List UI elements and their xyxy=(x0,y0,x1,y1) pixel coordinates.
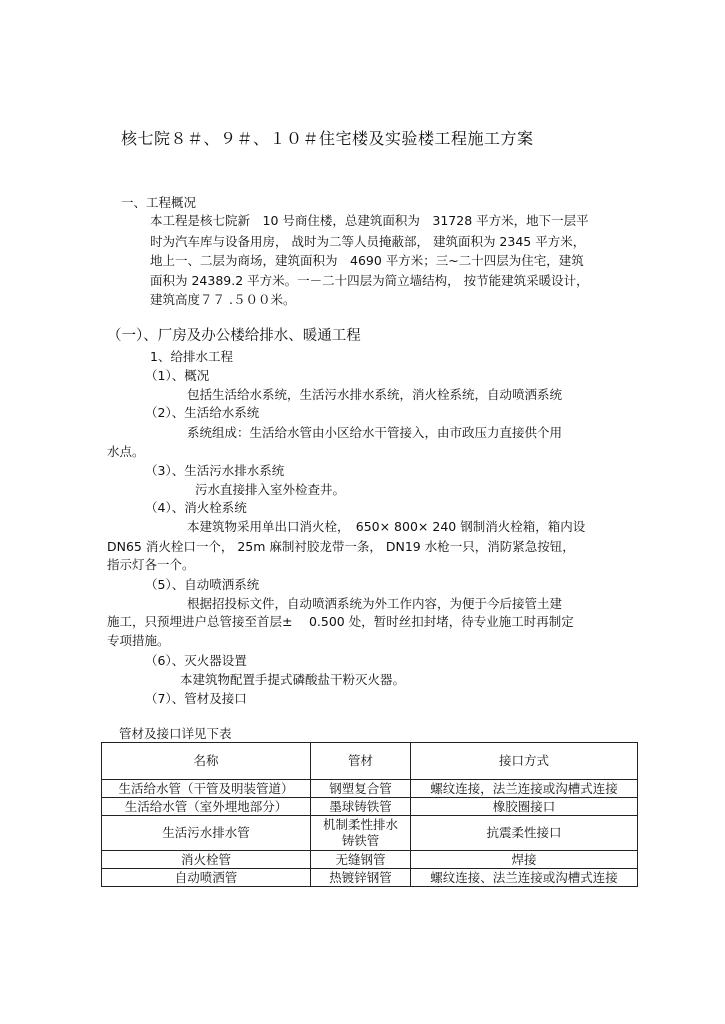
item-text: 污水直接排入室外检查井。 xyxy=(195,482,346,497)
table-header-row xyxy=(102,743,638,780)
section-heading: （一）、厂房及办公楼给排水、暖通工程 xyxy=(107,328,361,344)
table-cell: 无缝钢管 xyxy=(311,851,411,869)
table-header-cell: 接口方式 xyxy=(411,743,638,780)
item-label: （5）、自动喷洒系统 xyxy=(145,577,260,592)
item-label: （6）、灭火器设置 xyxy=(145,653,247,668)
overview-line: 建筑高度７７ .５００米。 xyxy=(150,292,296,307)
pipe-material-table xyxy=(101,742,638,887)
overview-line: 地上一、二层为商场，建筑面积为 4690 平方米；三~二十四层为住宅，建筑 xyxy=(150,253,584,268)
table-cell: 生活污水排水管 xyxy=(102,816,311,851)
table-row xyxy=(102,798,638,816)
table-row xyxy=(102,780,638,798)
item-text: 包括生活给水系统，生活污水排水系统，消火栓系统，自动喷洒系统 xyxy=(187,387,563,402)
table-cell: 钢塑复合管 xyxy=(311,780,411,798)
item-label: （7）、管材及接口 xyxy=(145,691,247,706)
item-label: （2）、生活给水系统 xyxy=(145,405,260,420)
table-cell: 焊接 xyxy=(411,851,638,869)
table-header-cell: 名称 xyxy=(102,743,311,780)
item-label: （3）、生活污水排水系统 xyxy=(145,463,285,478)
item-text: 水点。 xyxy=(107,444,145,459)
table-row xyxy=(102,816,638,851)
table-cell: 墨球铸铁管 xyxy=(311,798,411,816)
table-row xyxy=(102,869,638,887)
overview-heading: 一、工程概况 xyxy=(121,195,197,210)
table-cell: 消火栓管 xyxy=(102,851,311,869)
item-text: 指示灯各一个。 xyxy=(107,557,195,572)
subsection-heading: 1、给排水工程 xyxy=(150,349,233,364)
table-header-cell: 管材 xyxy=(311,743,411,780)
table-cell: 机制柔性排水铸铁管 xyxy=(311,816,411,851)
item-text: 根据招投标文件，自动喷洒系统为外工作内容，为便于今后接管土建 xyxy=(187,596,563,611)
overview-line: 本工程是核七院新 10 号商住楼，总建筑面积为 31728 平方米，地下一层平 xyxy=(150,213,589,228)
table-cell: 生活给水管（室外埋地部分） xyxy=(102,798,311,816)
item-label: （1）、概况 xyxy=(145,368,210,383)
table-cell: 自动喷洒管 xyxy=(102,869,311,887)
table-caption: 管材及接口详见下表 xyxy=(119,726,232,741)
overview-line: 时为汽车库与设备用房， 战时为二等人员掩蔽部， 建筑面积为 2345 平方米， xyxy=(150,234,586,249)
table-cell: 抗震柔性接口 xyxy=(411,816,638,851)
table-cell: 橡胶圈接口 xyxy=(411,798,638,816)
item-text: 施工，只预埋进户总管接至首层± 0.500 处，暂时丝扣封堵，待专业施工时再制定 xyxy=(107,614,574,629)
page-title: 核七院８＃、９＃、１０＃住宅楼及实验楼工程施工方案 xyxy=(121,129,534,148)
item-label: （4）、消火栓系统 xyxy=(145,500,247,515)
item-text: 专项措施。 xyxy=(107,633,170,648)
table-cell: 螺纹连接、法兰连接或沟槽式连接 xyxy=(411,869,638,887)
overview-line: 面积为 24389.2 平方米。一－二十四层为简立墙结构， 按节能建筑采暖设计， xyxy=(150,273,589,288)
item-text: 本建筑物配置手提式磷酸盐干粉灭火器。 xyxy=(180,672,406,687)
table-cell: 热镀锌钢管 xyxy=(311,869,411,887)
item-text: 系统组成：生活给水管由小区给水干管接入，由市政压力直接供个用 xyxy=(187,425,563,440)
table-row xyxy=(102,851,638,869)
item-text: 本建筑物采用单出口消火栓， 650× 800× 240 钢制消火栓箱，箱内设 xyxy=(187,519,586,534)
item-text: DN65 消火栓口一个， 25m 麻制衬胶龙带一条， DN19 水枪一只，消防紧急按钮， xyxy=(107,539,575,554)
table-cell: 螺纹连接，法兰连接或沟槽式连接 xyxy=(411,780,638,798)
table-cell: 生活给水管（干管及明装管道） xyxy=(102,780,311,798)
